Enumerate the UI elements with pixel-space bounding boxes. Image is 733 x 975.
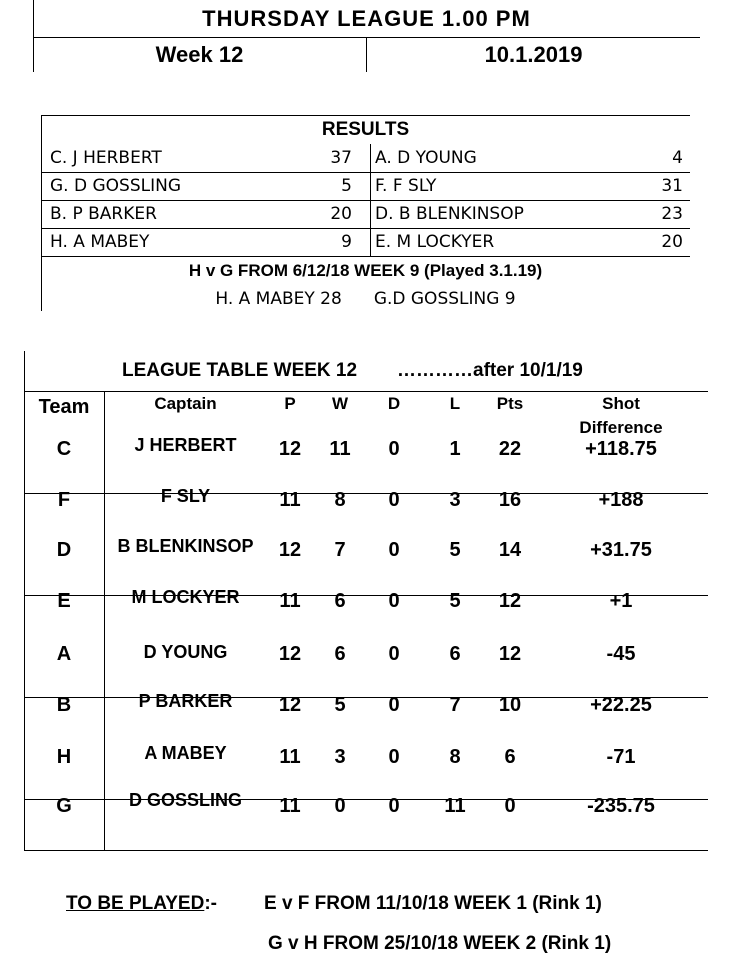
lost-cell: 1: [449, 438, 461, 460]
result-home-score: 9: [341, 232, 352, 252]
shot-difference-cell: +188: [598, 489, 644, 511]
result-home-team: B. P BARKER: [50, 204, 157, 224]
won-cell: 6: [334, 590, 346, 612]
captain-cell: M LOCKYER: [131, 587, 240, 607]
result-away-score: 4: [672, 148, 683, 168]
won-cell: 0: [334, 795, 346, 817]
shot-difference-cell: +22.25: [590, 694, 652, 716]
fixture-item: E v F FROM 11/10/18 WEEK 1 (Rink 1): [264, 893, 602, 914]
played-cell: 12: [278, 539, 302, 561]
result-divider: [370, 172, 371, 200]
result-away-score: 23: [661, 204, 683, 224]
team-cell: G: [56, 795, 72, 817]
played-cell: 12: [278, 694, 302, 716]
lost-cell: 6: [449, 643, 461, 665]
result-row: [41, 200, 690, 229]
lost-cell: 5: [449, 590, 461, 612]
points-cell: 14: [498, 539, 522, 561]
shot-difference-cell: -235.75: [587, 795, 655, 817]
rearranged-match-note: H v G FROM 6/12/18 WEEK 9 (Played 3.1.19): [188, 261, 543, 280]
result-away-score: 20: [661, 232, 683, 252]
team-cell: A: [56, 643, 72, 665]
result-away-team: F. F SLY: [375, 176, 437, 196]
header-drawn: D: [387, 394, 401, 413]
drawn-cell: 0: [388, 590, 400, 612]
league-table-subtitle: …………after 10/1/19: [397, 360, 583, 381]
result-row: [41, 144, 690, 173]
week-label: Week 12: [155, 42, 244, 67]
result-divider: [370, 200, 371, 228]
results-block: [41, 115, 690, 311]
result-home-team: G. D GOSSLING: [50, 176, 181, 196]
played-cell: 12: [278, 438, 302, 460]
drawn-cell: 0: [388, 643, 400, 665]
captain-cell: D GOSSLING: [128, 790, 242, 810]
shot-difference-cell: +118.75: [585, 438, 657, 460]
to-be-played: [0, 893, 733, 963]
result-away-team: A. D YOUNG: [375, 148, 477, 168]
played-cell: 11: [279, 795, 301, 817]
result-divider: [370, 144, 371, 172]
team-cell: D: [56, 539, 72, 561]
won-cell: 8: [334, 489, 346, 511]
result-away-score: 31: [661, 176, 683, 196]
results-heading: RESULTS: [321, 119, 410, 140]
header-team: Team: [38, 396, 90, 418]
drawn-cell: 0: [388, 746, 400, 768]
result-divider: [370, 228, 371, 256]
league-table: [24, 351, 708, 851]
points-cell: 12: [498, 590, 522, 612]
rearranged-match-score: [41, 285, 690, 313]
shot-difference-cell: -45: [606, 643, 636, 665]
fixture-item: G v H FROM 25/10/18 WEEK 2 (Rink 1): [268, 933, 612, 954]
header-won: W: [331, 394, 349, 413]
lost-cell: 5: [449, 539, 461, 561]
played-cell: 12: [278, 643, 302, 665]
header-lost: L: [449, 394, 461, 413]
rearranged-away-result: G.D GOSSLING 9: [373, 289, 516, 309]
result-home-team: C. J HERBERT: [50, 148, 162, 168]
table-column-divider: [104, 391, 105, 851]
points-cell: 6: [504, 746, 516, 768]
points-cell: 12: [498, 643, 522, 665]
won-cell: 11: [329, 438, 351, 460]
team-cell: F: [57, 489, 71, 511]
played-cell: 11: [279, 746, 301, 768]
shot-difference-cell: -71: [606, 746, 636, 768]
won-cell: 7: [334, 539, 346, 561]
rearranged-home-result: H. A MABEY 28: [215, 289, 342, 309]
played-cell: 11: [279, 489, 301, 511]
result-home-team: H. A MABEY: [50, 232, 150, 252]
drawn-cell: 0: [388, 694, 400, 716]
points-cell: 0: [504, 795, 516, 817]
to-be-played-text: TO BE PLAYED: [66, 893, 205, 914]
league-table-title: LEAGUE TABLE WEEK 12: [122, 360, 358, 381]
lost-cell: 8: [449, 746, 461, 768]
points-cell: 22: [498, 438, 522, 460]
result-row: [41, 172, 690, 201]
league-table-title-row: [24, 351, 708, 391]
team-cell: C: [56, 438, 72, 460]
drawn-cell: 0: [388, 489, 400, 511]
header-block: [33, 0, 700, 72]
captain-cell: J HERBERT: [134, 435, 237, 455]
won-cell: 6: [334, 643, 346, 665]
points-cell: 10: [498, 694, 522, 716]
captain-cell: F SLY: [160, 486, 211, 506]
result-home-score: 37: [330, 148, 352, 168]
played-cell: 11: [279, 590, 301, 612]
header-played: P: [284, 394, 296, 413]
result-away-team: E. M LOCKYER: [375, 232, 495, 252]
won-cell: 3: [334, 746, 346, 768]
page-title: THURSDAY LEAGUE 1.00 PM: [33, 0, 700, 38]
header-shot: Shot: [602, 394, 640, 413]
captain-cell: A MABEY: [144, 743, 227, 763]
result-away-team: D. B BLENKINSOP: [375, 204, 524, 224]
drawn-cell: 0: [388, 438, 400, 460]
header-points: Pts: [496, 394, 524, 413]
result-home-score: 5: [341, 176, 352, 196]
drawn-cell: 0: [388, 539, 400, 561]
captain-cell: B BLENKINSOP: [117, 536, 254, 556]
captain-cell: D YOUNG: [143, 642, 228, 662]
team-cell: E: [57, 590, 71, 612]
lost-cell: 3: [449, 489, 461, 511]
header-difference: Difference: [579, 418, 663, 437]
won-cell: 5: [334, 694, 346, 716]
lost-cell: 7: [449, 694, 461, 716]
shot-difference-cell: +31.75: [590, 539, 652, 561]
captain-cell: P BARKER: [138, 691, 233, 711]
shot-difference-cell: +1: [609, 590, 633, 612]
result-home-score: 20: [330, 204, 352, 224]
lost-cell: 11: [444, 795, 466, 817]
team-cell: H: [56, 746, 72, 768]
date-label: 10.1.2019: [484, 42, 583, 67]
to-be-played-colon: :-: [204, 893, 217, 914]
table-bottom-line: [24, 850, 708, 851]
to-be-played-label: [66, 893, 217, 915]
team-cell: B: [56, 694, 72, 716]
result-row: [41, 228, 690, 257]
header-captain: Captain: [154, 394, 217, 413]
points-cell: 16: [498, 489, 522, 511]
drawn-cell: 0: [388, 795, 400, 817]
